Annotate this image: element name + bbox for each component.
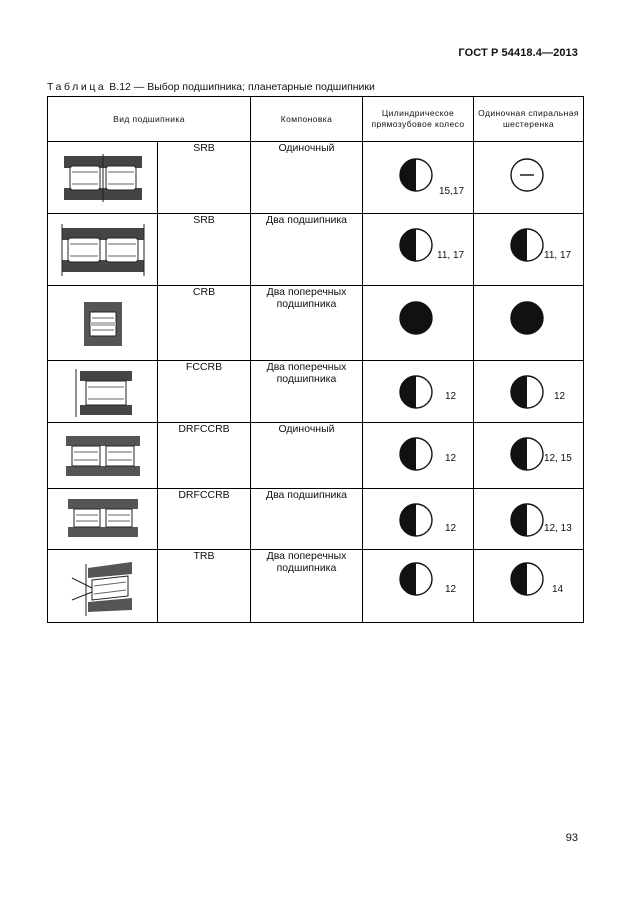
spur-gear-cell	[363, 286, 474, 361]
note-reference: 12	[445, 523, 457, 534]
table-caption-label: Таблица	[47, 81, 107, 93]
bearing-image-cell	[48, 214, 158, 286]
layout-text: Два поперечных подшипника	[251, 550, 363, 623]
bearing-image-cell	[48, 423, 158, 489]
table-row	[48, 423, 584, 489]
note-reference: 12, 15	[544, 453, 572, 464]
spur-gear-cell	[363, 423, 474, 489]
bearing-image-cell	[48, 142, 158, 214]
header-layout: Компоновка	[251, 97, 363, 142]
filled-circle-icon	[510, 301, 544, 335]
crb-bearing-image	[58, 294, 148, 354]
spiral-pinion-cell	[474, 550, 584, 623]
bearing-code: DRFCCRB	[158, 489, 251, 550]
half-filled-circle-icon	[510, 503, 544, 537]
trb-bearing-image	[58, 558, 148, 618]
half-filled-circle-icon	[510, 228, 544, 262]
spur-gear-cell	[363, 214, 474, 286]
half-filled-circle-icon	[399, 375, 433, 409]
layout-text: Одиночный	[251, 142, 363, 214]
half-filled-circle-icon	[399, 562, 433, 596]
spiral-pinion-cell	[474, 423, 584, 489]
spur-gear-cell	[363, 550, 474, 623]
note-reference: 12	[445, 453, 457, 464]
half-filled-circle-icon	[399, 228, 433, 262]
half-filled-circle-icon	[510, 437, 544, 471]
layout-text: Одиночный	[251, 423, 363, 489]
spiral-pinion-cell	[474, 142, 584, 214]
note-reference: 12, 13	[544, 523, 572, 534]
header-bearing-type: Вид подшипника	[48, 97, 251, 142]
drfccrb-bearing-image	[58, 428, 148, 484]
spur-gear-cell	[363, 489, 474, 550]
table-row	[48, 214, 584, 286]
drfccrb-double-bearing-image	[58, 493, 148, 545]
half-filled-circle-icon	[510, 562, 544, 596]
spiral-pinion-cell	[474, 286, 584, 361]
bearing-selection-table	[47, 96, 584, 623]
note-reference: 15,17	[439, 186, 465, 197]
filled-circle-icon	[399, 301, 433, 335]
standard-header: ГОСТ Р 54418.4—2013	[458, 47, 578, 59]
table-row	[48, 361, 584, 423]
note-reference: 14	[552, 584, 564, 595]
bearing-image-cell	[48, 489, 158, 550]
table-caption-text: В.12 — Выбор подшипника; планетарные подшипники	[106, 81, 375, 93]
bearing-image-cell	[48, 361, 158, 423]
spiral-pinion-cell	[474, 361, 584, 423]
table-row	[48, 489, 584, 550]
spiral-pinion-cell	[474, 489, 584, 550]
spur-gear-cell	[363, 361, 474, 423]
bearing-code: FCCRB	[158, 361, 251, 423]
bearing-image-cell	[48, 550, 158, 623]
bearing-code: SRB	[158, 214, 251, 286]
srb-bearing-image	[58, 148, 148, 208]
half-filled-circle-icon	[510, 375, 544, 409]
layout-text: Два подшипника	[251, 489, 363, 550]
table-row	[48, 142, 584, 214]
note-reference: 11, 17	[544, 250, 572, 261]
layout-text: Два подшипника	[251, 214, 363, 286]
layout-text: Два поперечных подшипника	[251, 286, 363, 361]
spiral-pinion-cell	[474, 214, 584, 286]
half-filled-circle-icon	[399, 158, 433, 192]
note-reference: 11, 17	[437, 250, 465, 261]
header-spur-gear: Цилиндрическое прямозубовое колесо	[363, 97, 474, 142]
half-filled-circle-icon	[399, 503, 433, 537]
bearing-code: DRFCCRB	[158, 423, 251, 489]
half-filled-circle-icon	[399, 437, 433, 471]
srb-double-bearing-image	[58, 220, 148, 280]
table-header-row	[48, 97, 584, 142]
table-row	[48, 550, 584, 623]
circle-minus-icon	[510, 158, 544, 192]
note-reference: 12	[445, 391, 457, 402]
layout-text: Два поперечных подшипника	[251, 361, 363, 423]
bearing-code: CRB	[158, 286, 251, 361]
bearing-image-cell	[48, 286, 158, 361]
spur-gear-cell	[363, 142, 474, 214]
note-reference: 12	[445, 584, 457, 595]
bearing-code: SRB	[158, 142, 251, 214]
table-row	[48, 286, 584, 361]
page-number: 93	[565, 832, 578, 844]
bearing-code: TRB	[158, 550, 251, 623]
fccrb-bearing-image	[58, 365, 148, 421]
table-caption	[47, 81, 375, 93]
header-spiral-pinion: Одиночная спиральная шестеренка	[474, 97, 584, 142]
note-reference: 12	[554, 391, 566, 402]
